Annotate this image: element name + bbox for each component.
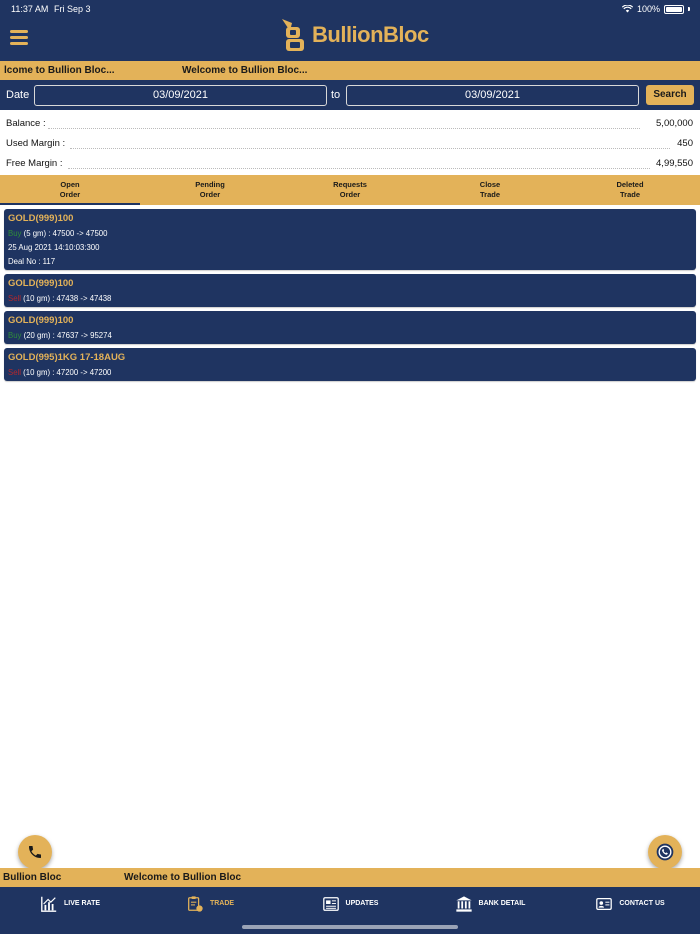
nav-live-rate[interactable]	[0, 887, 140, 934]
nav-contact-us[interactable]	[560, 887, 700, 934]
balance-label: Balance :	[6, 118, 46, 129]
hamburger-menu-button[interactable]	[10, 30, 28, 46]
call-button[interactable]	[18, 835, 52, 869]
status-time: 11:37 AM	[11, 4, 49, 14]
balance-row	[0, 113, 700, 133]
order-tabs	[0, 175, 700, 205]
wifi-icon	[622, 5, 633, 13]
status-date: Fri Sep 3	[54, 4, 91, 14]
order-timestamp: 25 Aug 2021 14:10:03:300	[8, 243, 100, 252]
home-indicator[interactable]	[242, 925, 458, 929]
order-card[interactable]	[4, 274, 696, 307]
app-header	[0, 0, 700, 61]
nav-label: BANK DETAIL	[478, 900, 526, 907]
free-margin-value: 4,99,550	[656, 158, 693, 169]
order-side: Sell	[8, 368, 22, 377]
order-detail: (10 gm) : 47200 -> 47200	[21, 368, 112, 377]
balance-value: 5,00,000	[656, 118, 693, 129]
used-margin-row	[0, 133, 700, 153]
bank-icon	[455, 895, 473, 913]
free-margin-row	[0, 153, 700, 173]
order-symbol: GOLD(995)1KG 17-18AUG	[8, 352, 126, 363]
ticker-text: lcome to Bullion Bloc...	[4, 65, 115, 76]
ticker-text: Welcome to Bullion Bloc...	[182, 65, 308, 76]
order-detail: (20 gm) : 47637 -> 95274	[21, 331, 112, 340]
order-side: Sell	[8, 294, 22, 303]
tab-requests-order[interactable]: Requests Order	[333, 180, 367, 199]
tab-pending-order[interactable]: Pending Order	[195, 180, 225, 199]
order-side: Buy	[8, 229, 22, 238]
ticker-text: Bullion Bloc	[3, 872, 62, 883]
battery-percent: 100%	[636, 4, 660, 14]
tab-open-order[interactable]: Open Order	[0, 175, 140, 205]
search-button[interactable]: Search	[646, 85, 694, 105]
status-indicators	[622, 4, 690, 14]
date-filter-bar	[0, 80, 700, 110]
order-card[interactable]	[4, 311, 696, 344]
nav-label: LIVE RATE	[63, 900, 101, 907]
contact-card-icon	[595, 895, 613, 913]
order-side: Buy	[8, 331, 22, 340]
order-detail: (5 gm) : 47500 -> 47500	[21, 229, 108, 238]
tab-deleted-trade[interactable]: Deleted Trade	[616, 180, 644, 199]
bottom-news-ticker	[0, 868, 700, 887]
order-symbol: GOLD(999)100	[8, 278, 74, 289]
orders-list	[4, 209, 696, 385]
order-detail: (10 gm) : 47438 -> 47438	[21, 294, 112, 303]
free-margin-label: Free Margin :	[6, 158, 63, 169]
order-card[interactable]	[4, 209, 696, 270]
whatsapp-button[interactable]	[648, 835, 682, 869]
whatsapp-icon	[655, 842, 675, 862]
nav-label: TRADE	[209, 900, 235, 907]
news-ticker	[0, 61, 700, 80]
order-symbol: GOLD(999)100	[8, 315, 74, 326]
trade-icon	[186, 895, 204, 913]
bullion-logo-icon	[278, 17, 308, 53]
used-margin-value: 450	[677, 138, 693, 149]
newspaper-icon	[322, 895, 340, 913]
phone-icon	[27, 844, 43, 860]
date-label: Date	[6, 89, 30, 101]
from-date-field[interactable]: 03/09/2021	[34, 85, 327, 106]
app-logo	[278, 16, 429, 54]
battery-icon	[664, 5, 684, 14]
to-date-field[interactable]: 03/09/2021	[346, 85, 639, 106]
ticker-text: Welcome to Bullion Bloc	[124, 872, 242, 883]
chart-icon	[40, 895, 58, 913]
order-symbol: GOLD(999)100	[8, 213, 74, 224]
tab-close-trade[interactable]: Close Trade	[479, 180, 501, 199]
order-card[interactable]	[4, 348, 696, 381]
logo-text: BullionBloc	[312, 22, 429, 47]
used-margin-label: Used Margin :	[6, 138, 66, 149]
order-deal-number: Deal No : 117	[8, 257, 56, 266]
nav-label: UPDATES	[345, 900, 379, 907]
to-label: to	[331, 89, 341, 101]
nav-label: CONTACT US	[619, 900, 665, 907]
